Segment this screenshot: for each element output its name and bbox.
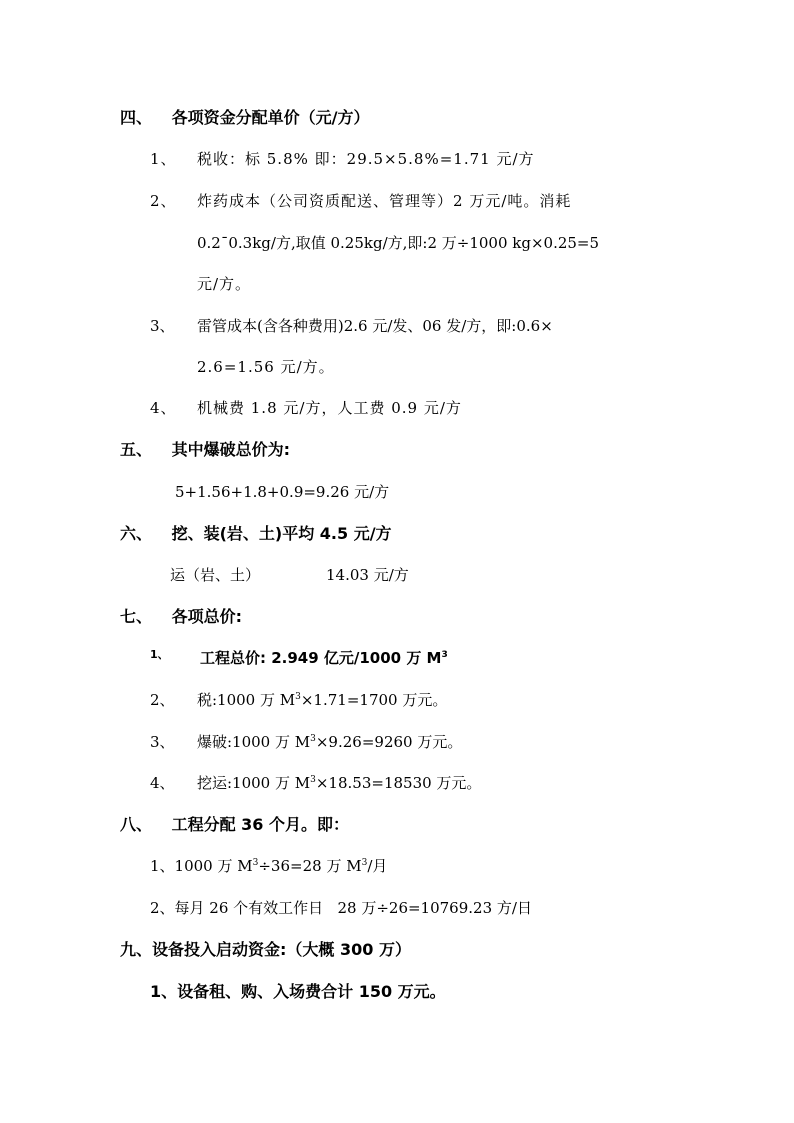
sec8-title: 工程分配 36 个月。即： — [171, 815, 350, 834]
sec4-item-1-text: 税收：标 5.8% 即：29.5×5.8%=1.71 元/方 — [197, 150, 535, 168]
sec7-item-1-text: 工程总价: 2.949 亿元/1000 万 M — [200, 649, 442, 667]
sec7-item-3-number: 3、 — [150, 733, 175, 751]
sec6-transport-label: 运（岩、土） — [170, 566, 261, 584]
sec4-number: 四、 — [120, 108, 153, 127]
sec8-item-1-mid: ÷36=28 万 M — [258, 857, 362, 875]
sec5-title: 其中爆破总价为: — [171, 440, 290, 459]
sec7-item-2-sup: 3 — [295, 692, 301, 702]
sec5-number: 五、 — [120, 440, 153, 459]
sec6-heading — [120, 524, 392, 544]
sec4-title: 各项资金分配单价（元/方） — [171, 108, 370, 127]
sec8-item-1-post: /月 — [367, 857, 388, 875]
sec8-item-1-pre: 1、1000 万 M — [150, 857, 253, 875]
sec8-number: 八、 — [120, 815, 153, 834]
sec7-item-4-post: ×18.53=18530 万元。 — [315, 774, 482, 792]
sec6-title: 挖、装(岩、土)平均 4.5 元/方 — [171, 524, 392, 543]
sec7-item-4-pre: 挖运:1000 万 M — [197, 774, 311, 792]
sec7-item-3-sup: 3 — [310, 734, 316, 744]
sec7-item-3-post: ×9.26=9260 万元。 — [315, 733, 463, 751]
sec4-item-2-number: 2、 — [150, 192, 177, 210]
sec4-item-3-number: 3、 — [150, 317, 175, 335]
sec4-item-4-number: 4、 — [150, 399, 177, 417]
sec4-item-4 — [150, 398, 462, 418]
sec7-item-1-sup: 3 — [441, 650, 448, 660]
sec7-item-3 — [150, 732, 463, 752]
sec7-item-2 — [150, 690, 448, 710]
sec7-heading — [120, 607, 242, 627]
sec6-transport — [170, 565, 409, 585]
sec7-item-1-number: 1、 — [150, 648, 169, 661]
sec6-transport-value: 14.03 元/方 — [326, 566, 409, 584]
sec7-item-2-pre: 税:1000 万 M — [197, 691, 296, 709]
sec5-heading — [120, 440, 290, 460]
sec7-item-2-post: ×1.71=1700 万元。 — [300, 691, 448, 709]
sec9-item-1: 1、设备租、购、入场费合计 150 万元。 — [150, 982, 446, 1001]
sec7-item-3-pre: 爆破:1000 万 M — [197, 733, 311, 751]
sec4-item-3-line1: 雷管成本(含各种费用)2.6 元/发、06 发/方，即:0.6× — [197, 317, 553, 335]
sec7-item-4-sup: 3 — [310, 775, 316, 785]
sec4-item-1 — [150, 149, 535, 169]
sec4-item-3 — [150, 316, 553, 336]
sec8-item-1-sup: 3 — [252, 858, 259, 868]
sec4-item-2-line2: 0.2¯0.3kg/方,取值 0.25kg/方,即:2 万÷1000 kg×0.25=5 — [197, 234, 600, 252]
sec8-item-2: 2、每月 26 个有效工作日 28 万÷26=10769.23 方/日 — [150, 899, 532, 917]
sec8-item-1-sup2: 3 — [361, 858, 368, 868]
sec8-item-1 — [150, 856, 387, 876]
sec4-item-3-line2: 2.6=1.56 元/方。 — [197, 358, 335, 376]
sec5-formula: 5+1.56+1.8+0.9=9.26 元/方 — [175, 483, 390, 501]
sec7-item-1 — [150, 648, 448, 670]
sec4-item-2 — [150, 191, 572, 211]
sec7-item-2-number: 2、 — [150, 691, 175, 709]
sec8-heading — [120, 815, 349, 835]
sec4-heading — [120, 108, 369, 128]
sec4-item-1-number: 1、 — [150, 150, 177, 168]
sec6-number: 六、 — [120, 524, 153, 543]
sec7-number: 七、 — [120, 607, 153, 626]
sec7-item-4 — [150, 773, 482, 793]
sec7-item-4-number: 4、 — [150, 774, 175, 792]
sec7-title: 各项总价: — [171, 607, 242, 626]
sec4-item-4-text: 机械费 1.8 元/方，人工费 0.9 元/方 — [197, 399, 462, 417]
sec9-heading: 九、设备投入启动资金:（大概 300 万） — [120, 940, 411, 959]
sec4-item-2-line1: 炸药成本（公司资质配送、管理等）2 万元/吨。消耗 — [197, 192, 572, 210]
sec4-item-2-line3: 元/方。 — [197, 275, 252, 293]
